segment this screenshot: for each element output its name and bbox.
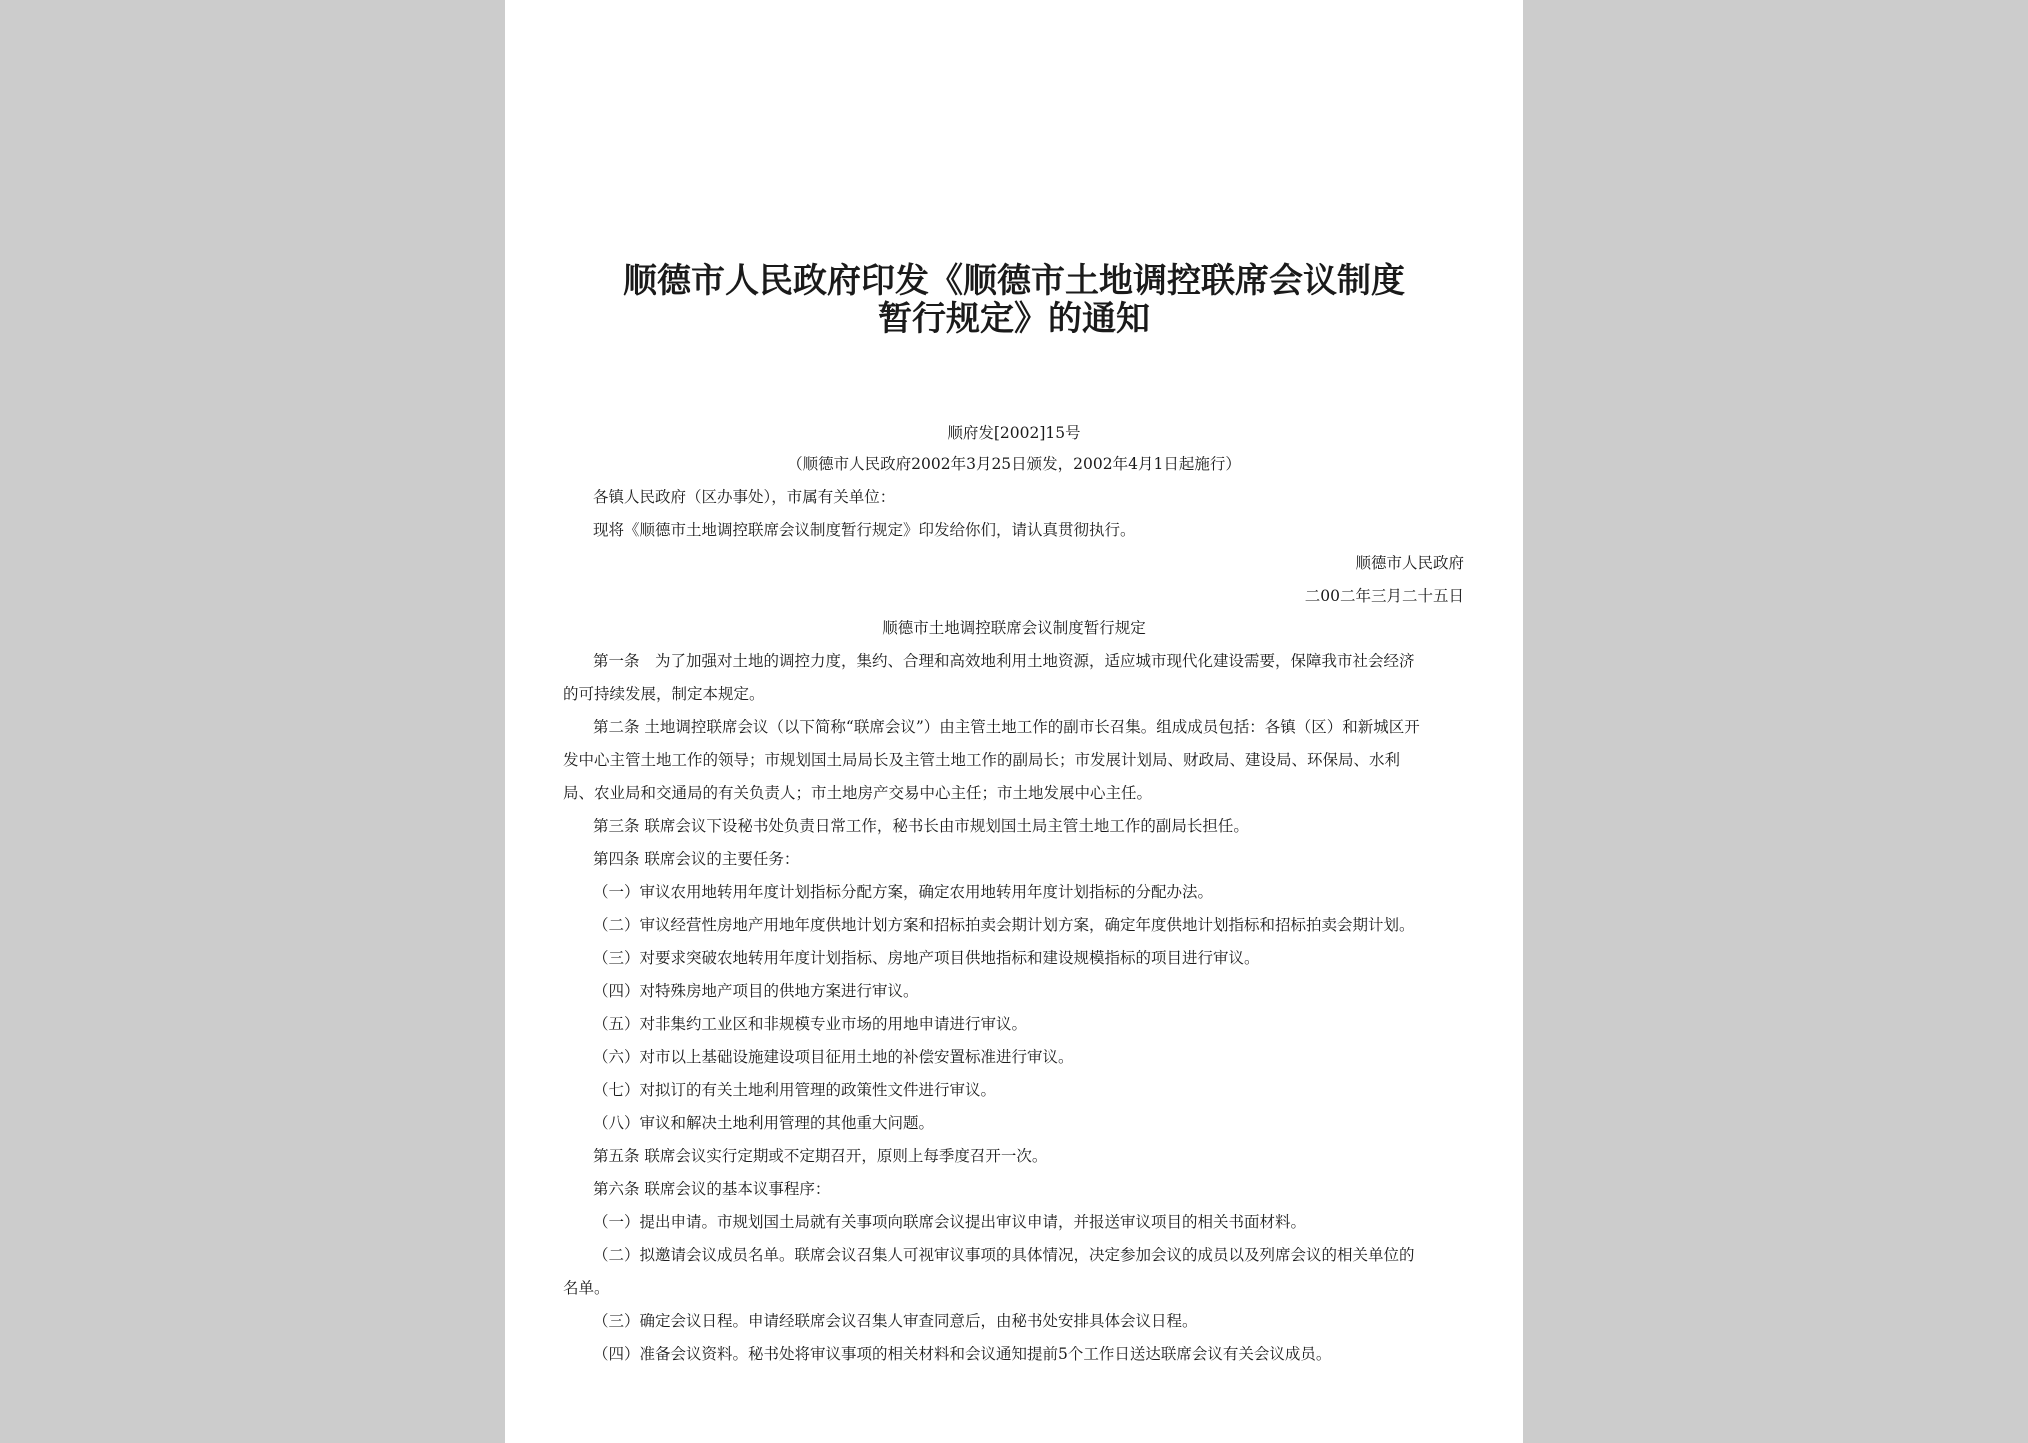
body-line: 名单。 <box>563 1279 610 1297</box>
title-line-2: 暂行规定》的通知 <box>878 299 1150 339</box>
body-line: 的可持续发展，制定本规定。 <box>563 685 765 703</box>
document-title <box>505 262 1523 338</box>
body-line: （八）审议和解决土地利用管理的其他重大问题。 <box>593 1114 935 1132</box>
body-line: （四）对特殊房地产项目的供地方案进行审议。 <box>593 982 919 1000</box>
body-line: （三）确定会议日程。申请经联席会议召集人审查同意后，由秘书处安排具体会议日程。 <box>593 1312 1198 1330</box>
body-line: （一）审议农用地转用年度计划指标分配方案，确定农用地转用年度计划指标的分配办法。 <box>593 883 1214 901</box>
regulation-title: 顺德市土地调控联席会议制度暂行规定 <box>882 619 1146 637</box>
body-line: （六）对市以上基础设施建设项目征用土地的补偿安置标准进行审议。 <box>593 1048 1074 1066</box>
body-line: （三）对要求突破农地转用年度计划指标、房地产项目供地指标和建设规模指标的项目进行审议。 <box>593 949 1260 967</box>
signature-date: 二00二年三月二十五日 <box>1304 587 1464 605</box>
body-line: （五）对非集约工业区和非规模专业市场的用地申请进行审议。 <box>593 1015 1028 1033</box>
title-line-1: 顺德市人民政府印发《顺德市土地调控联席会议制度 <box>623 261 1405 301</box>
body-line: （一）提出申请。市规划国土局就有关事项向联席会议提出审议申请，并报送审议项目的相关书面材料。 <box>593 1213 1307 1231</box>
issue-note: （顺德市人民政府2002年3月25日颁发，2002年4月1日起施行） <box>787 455 1241 473</box>
body-line: 第六条 联席会议的基本议事程序： <box>593 1180 831 1198</box>
document-page <box>505 0 1523 1443</box>
body-line: （四）准备会议资料。秘书处将审议事项的相关材料和会议通知提前5个工作日送达联席会议有关会议成员。 <box>593 1345 1332 1363</box>
body-line: 局、农业局和交通局的有关负责人；市土地房产交易中心主任；市土地发展中心主任。 <box>563 784 1153 802</box>
body-line: 第五条 联席会议实行定期或不定期召开，原则上每季度召开一次。 <box>593 1147 1048 1165</box>
body-line: （二）审议经营性房地产用地年度供地计划方案和招标拍卖会期计划方案，确定年度供地计划指标和招标拍卖会期计划。 <box>593 916 1415 934</box>
body-line: 发中心主管土地工作的领导；市规划国土局局长及主管土地工作的副局长；市发展计划局、财政局、建设局、环保局、水利 <box>563 751 1401 769</box>
doc-number: 顺府发[2002]15号 <box>947 424 1081 442</box>
signature: 顺德市人民政府 <box>1355 554 1464 572</box>
intro-text: 现将《顺德市土地调控联席会议制度暂行规定》印发给你们，请认真贯彻执行。 <box>593 521 1136 539</box>
body-line: 第四条 联席会议的主要任务： <box>593 850 800 868</box>
addressee: 各镇人民政府（区办事处），市属有关单位： <box>593 488 896 506</box>
body-line: 第二条 土地调控联席会议（以下简称“联席会议”）由主管土地工作的副市长召集。组成成员包括：各镇（区）和新城区开 <box>593 718 1420 736</box>
body-line: （二）拟邀请会议成员名单。联席会议召集人可视审议事项的具体情况，决定参加会议的成员以及列席会议的相关单位的 <box>593 1246 1415 1264</box>
body-line: （七）对拟订的有关土地利用管理的政策性文件进行审议。 <box>593 1081 997 1099</box>
body-line: 第三条 联席会议下设秘书处负责日常工作，秘书长由市规划国土局主管土地工作的副局长担任。 <box>593 817 1249 835</box>
body-line: 第一条 为了加强对土地的调控力度，集约、合理和高效地利用土地资源，适应城市现代化建设需要，保障我市社会经济 <box>593 652 1415 670</box>
